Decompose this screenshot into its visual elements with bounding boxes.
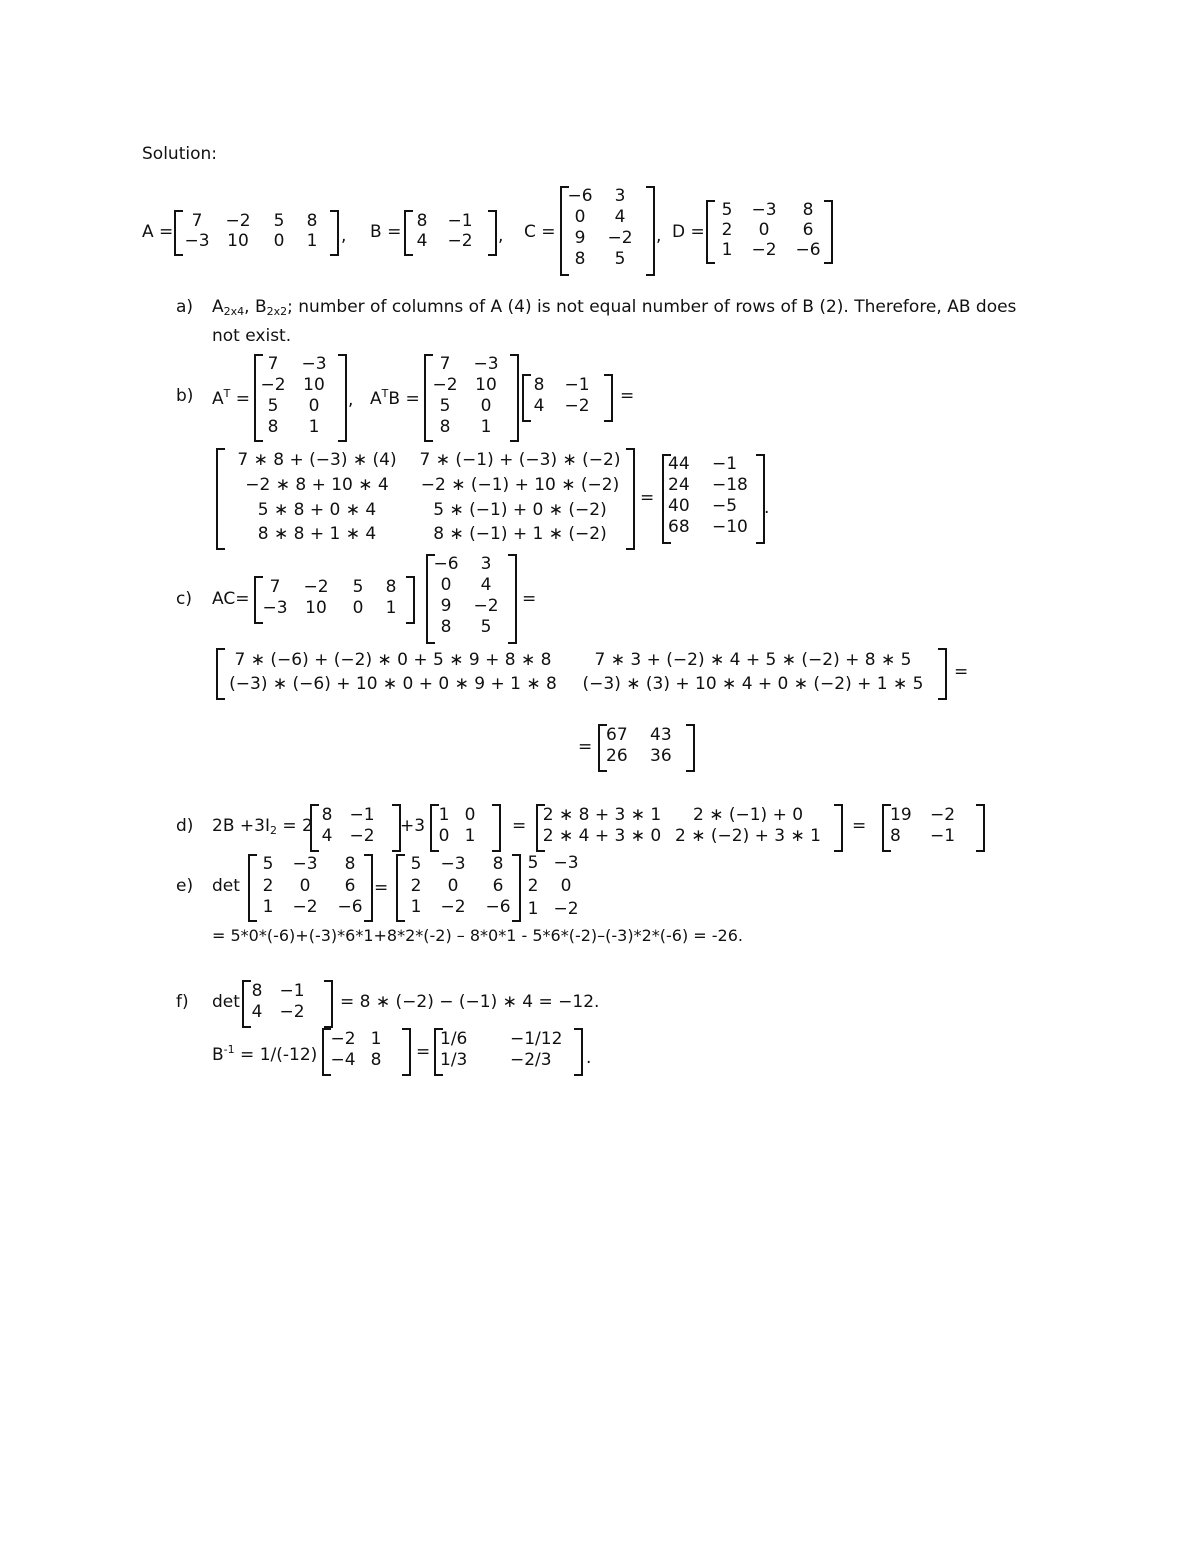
cell: −2	[440, 897, 466, 917]
text: = 2	[276, 816, 313, 836]
cell: −10	[712, 517, 748, 537]
cell: 4	[416, 230, 428, 251]
cell: 0	[352, 598, 364, 618]
cell: 24	[668, 475, 690, 495]
equals: =	[512, 816, 527, 836]
cell: −2	[564, 396, 590, 416]
cell: 19	[890, 805, 912, 825]
cell: 10	[305, 598, 327, 618]
comma: ,	[341, 226, 347, 246]
cell: 0	[299, 875, 311, 896]
cell: 1	[385, 598, 397, 618]
determinant-expansion: = 5*0*(-6)+(-3)*6*1+8*2*(-2) – 8*0*1 - 5*6*(-2)–(-3)*2*(-6) = -26.	[212, 926, 743, 945]
inverse-label	[212, 1044, 317, 1064]
cell: 2 ∗ (−2) + 3 ∗ 1	[675, 826, 821, 846]
bracket-right	[338, 354, 347, 442]
text: A	[370, 389, 382, 409]
atb-label	[370, 388, 420, 408]
cell: 2 ∗ 4 + 3 ∗ 0	[542, 826, 662, 846]
cell: 0	[440, 575, 452, 595]
cell: −1	[930, 826, 956, 846]
cell: 5	[527, 852, 539, 873]
bracket-right	[626, 448, 635, 550]
result-atb	[668, 454, 764, 540]
cell: 9	[440, 596, 452, 616]
cell: 43	[650, 725, 672, 745]
cell: 1	[438, 805, 450, 825]
cell: 0	[464, 805, 476, 825]
expanded-ac	[222, 648, 942, 696]
text: = 1/(-12)	[234, 1045, 318, 1065]
cell: 4	[251, 1002, 263, 1022]
at-label	[212, 388, 250, 408]
part-d-lhs	[212, 818, 313, 836]
text: B =	[388, 389, 420, 409]
part-f-label: f)	[176, 992, 189, 1012]
part-b-label: b)	[176, 386, 194, 406]
cell: 40	[668, 496, 690, 516]
cell: 44	[668, 454, 690, 474]
part-a-text	[212, 299, 1016, 317]
equals: =	[374, 878, 389, 898]
cell: −3	[751, 199, 777, 220]
cell: −1	[447, 210, 473, 231]
cell: 8	[440, 617, 452, 637]
cell: 0	[480, 396, 492, 416]
cell: −2	[330, 1029, 356, 1049]
cell: 4	[533, 396, 545, 416]
cell: 8	[439, 417, 451, 437]
cell: (−3) ∗ (−6) + 10 ∗ 0 + 0 ∗ 9 + 1 ∗ 8	[229, 673, 557, 694]
comma: ,	[348, 390, 354, 410]
text: 2B +3I	[212, 816, 270, 836]
bracket-right	[492, 804, 501, 852]
cell: −1	[349, 805, 375, 825]
period: .	[586, 1048, 592, 1068]
cell: −6	[337, 897, 363, 917]
equals: =	[578, 737, 593, 757]
cell: 7 ∗ 3 + (−2) ∗ 4 + 5 ∗ (−2) + 8 ∗ 5	[594, 649, 912, 670]
part-c-label: c)	[176, 589, 192, 609]
identity-matrix	[436, 805, 488, 847]
superscript: -1	[223, 1043, 235, 1056]
matrix-c-2	[432, 554, 512, 640]
matrix-b	[410, 211, 486, 251]
bracket-right	[508, 554, 517, 644]
matrix-a-2	[260, 577, 408, 619]
bracket-right	[512, 854, 521, 922]
cell: 8 ∗ 8 + 1 ∗ 4	[257, 523, 377, 544]
cell: −4	[330, 1050, 356, 1070]
cell: −2	[349, 826, 375, 846]
bracket-right	[330, 210, 339, 256]
cell: 8	[321, 805, 333, 825]
matrix-a-label: A =	[142, 222, 174, 242]
cell: −2	[553, 898, 579, 919]
det-label: det	[212, 876, 240, 896]
cell: −2	[225, 210, 251, 231]
text: =	[235, 389, 251, 409]
bracket-right	[938, 648, 947, 700]
cell: −3	[553, 852, 579, 873]
cell: 0	[273, 230, 285, 251]
cell: −3	[184, 230, 210, 251]
bracket-right	[364, 854, 373, 922]
cell: 8	[802, 199, 814, 220]
cell: 8	[344, 854, 356, 874]
bracket-right	[976, 804, 985, 852]
cell: 6	[344, 875, 356, 896]
equals: =	[522, 589, 537, 609]
bracket-right	[824, 200, 833, 264]
cell: (−3) ∗ (3) + 10 ∗ 4 + 0 ∗ (−2) + 1 ∗ 5	[582, 673, 924, 694]
cell: 8	[267, 417, 279, 437]
cell: 5 ∗ 8 + 0 ∗ 4	[257, 499, 377, 520]
bracket-right	[402, 1028, 411, 1076]
cell: −2	[303, 577, 329, 597]
cell: 7	[191, 210, 203, 231]
bracket-right	[574, 1028, 583, 1076]
cell: 2	[262, 875, 274, 896]
cell: 0	[758, 219, 770, 240]
cell: 67	[606, 725, 628, 745]
cell: 1	[527, 898, 539, 919]
cell: 1	[480, 417, 492, 437]
matrix-d-label: D =	[672, 222, 705, 242]
matrix-a	[182, 211, 330, 251]
equals: =	[416, 1042, 431, 1062]
cell: −1	[279, 981, 305, 1001]
cell: 4	[614, 207, 626, 227]
sarrus-columns	[522, 852, 588, 920]
cell: 4	[321, 826, 333, 846]
bracket-right	[324, 980, 333, 1028]
comma: ,	[656, 226, 662, 246]
cell: 1	[308, 417, 320, 437]
cell: 7	[267, 354, 279, 374]
cell: −18	[712, 475, 748, 495]
cell: −6	[433, 554, 459, 574]
bracket-right	[488, 210, 497, 256]
matrix-at	[258, 354, 340, 438]
cell: 1	[306, 230, 318, 251]
cell: 8	[251, 981, 263, 1001]
cell: 5	[439, 396, 451, 416]
cell: 26	[606, 746, 628, 766]
cell: 2 ∗ (−1) + 0	[692, 805, 804, 825]
matrix-b-2	[528, 375, 604, 417]
equals: =	[852, 816, 867, 836]
matrix-c-label: C =	[524, 222, 556, 242]
cell: 5	[614, 249, 626, 269]
cell: 5	[267, 396, 279, 416]
part-a-line2: not exist.	[212, 326, 292, 346]
equals: =	[954, 662, 969, 682]
cell: 1/6	[440, 1029, 468, 1049]
cell: 1	[370, 1029, 382, 1049]
cell: −2 ∗ 8 + 10 ∗ 4	[245, 475, 389, 495]
cell: −3	[262, 598, 288, 618]
expanded-atb	[222, 448, 628, 546]
cell: 68	[668, 517, 690, 537]
cell: 5	[352, 577, 364, 597]
text: A	[212, 389, 224, 409]
part-a-label: a)	[176, 297, 194, 317]
period: .	[764, 498, 770, 518]
subscript: 2x2	[266, 305, 288, 318]
cell: 7	[269, 577, 281, 597]
cell: 0	[447, 875, 459, 896]
subscript: 2	[269, 824, 277, 837]
cell: −1/12	[510, 1029, 563, 1049]
cell: −2	[473, 596, 499, 616]
cell: 10	[227, 230, 249, 251]
matrix-b-3	[316, 805, 386, 847]
bracket-right	[686, 724, 695, 772]
matrix-c	[566, 186, 646, 272]
cell: 8	[574, 249, 586, 269]
cell: −5	[712, 496, 738, 516]
cell: 36	[650, 746, 672, 766]
cell: 0	[438, 826, 450, 846]
ac-label: AC=	[212, 589, 250, 609]
cell: 5	[262, 854, 274, 874]
superscript: T	[223, 387, 231, 400]
cell: −2	[751, 239, 777, 260]
cell: −3	[292, 854, 318, 874]
bracket-right	[406, 576, 415, 624]
cell: 2 ∗ 8 + 3 ∗ 1	[542, 805, 662, 825]
expanded-d	[540, 805, 832, 847]
cell: −2	[292, 897, 318, 917]
cell: 0	[560, 875, 572, 896]
cell: 1	[464, 826, 476, 846]
bracket-right	[604, 374, 613, 422]
matrix-d	[712, 200, 830, 260]
text: A	[212, 297, 224, 317]
cell: 2	[721, 219, 733, 240]
cell: 4	[480, 575, 492, 595]
cell: 5	[721, 199, 733, 220]
cell: −2	[930, 805, 956, 825]
det-label: det	[212, 992, 240, 1012]
matrix-at-2	[430, 354, 512, 438]
cell: 3	[480, 554, 492, 574]
cell: 7 ∗ 8 + (−3) ∗ (4)	[237, 450, 397, 470]
cell: 5	[480, 617, 492, 637]
cell: 0	[574, 207, 586, 227]
cell: 6	[492, 875, 504, 896]
cell: 7 ∗ (−6) + (−2) ∗ 0 + 5 ∗ 9 + 8 ∗ 8	[234, 649, 552, 670]
result-d	[890, 805, 974, 847]
superscript: T	[381, 387, 389, 400]
cell: 8	[416, 210, 428, 231]
inverse-result	[440, 1029, 572, 1071]
subscript: 2x4	[223, 305, 245, 318]
cell: −2	[607, 228, 633, 248]
cell: 8 ∗ (−1) + 1 ∗ (−2)	[433, 523, 607, 544]
cell: 9	[574, 228, 586, 248]
cell: −2	[279, 1002, 305, 1022]
part-e-label: e)	[176, 876, 194, 896]
matrix-b-4	[248, 981, 318, 1023]
cell: −6	[485, 897, 511, 917]
equals: =	[640, 488, 655, 508]
cell: 7 ∗ (−1) + (−3) ∗ (−2)	[419, 450, 621, 470]
cell: 1	[410, 897, 422, 917]
cell: −3	[473, 354, 499, 374]
cell: 8	[890, 826, 901, 846]
cell: 8	[306, 210, 318, 231]
matrix-d-2	[254, 854, 372, 918]
result-ac	[606, 725, 686, 767]
cell: 5	[410, 854, 422, 874]
bracket-right	[510, 354, 519, 442]
matrix-d-3	[402, 854, 520, 918]
cell: 8	[533, 375, 545, 395]
cell: 6	[802, 219, 814, 240]
cell: 5 ∗ (−1) + 0 ∗ (−2)	[433, 499, 607, 520]
cell: 5	[273, 210, 285, 231]
comma: ,	[498, 226, 504, 246]
cell: −1	[564, 375, 590, 395]
cell: −2	[447, 230, 473, 251]
adjugate-matrix	[328, 1029, 394, 1071]
bracket-right	[646, 186, 655, 276]
cell: −3	[301, 354, 327, 374]
cell: 2	[527, 875, 539, 896]
cell: 3	[614, 186, 626, 206]
part-d-label: d)	[176, 816, 194, 836]
bracket-right	[834, 804, 843, 852]
matrix-b-label: B =	[370, 222, 402, 242]
solution-heading: Solution:	[142, 144, 217, 164]
cell: 1/3	[440, 1050, 468, 1070]
cell: 2	[410, 875, 422, 896]
cell: −6	[795, 239, 821, 260]
cell: 1	[721, 239, 733, 260]
text: , B	[244, 297, 267, 317]
cell: −2	[260, 375, 286, 395]
cell: 1	[262, 897, 274, 917]
cell: −2	[432, 375, 458, 395]
det-result: = 8 ∗ (−2) − (−1) ∗ 4 = −12.	[340, 992, 600, 1012]
text: ; number of columns of A (4) is not equal number of rows of B (2). Therefore, AB does	[287, 297, 1017, 317]
cell: 8	[385, 577, 397, 597]
plus-three: +3	[400, 816, 426, 836]
cell: −3	[440, 854, 466, 874]
cell: 8	[492, 854, 504, 874]
cell: 10	[475, 375, 497, 395]
cell: −2 ∗ (−1) + 10 ∗ (−2)	[420, 475, 620, 495]
text: B	[212, 1045, 224, 1065]
cell: 7	[439, 354, 451, 374]
equals: =	[620, 386, 635, 406]
cell: 8	[370, 1050, 382, 1070]
cell: −1	[712, 454, 738, 474]
cell: −2/3	[510, 1050, 552, 1070]
cell: 10	[303, 375, 325, 395]
cell: 0	[308, 396, 320, 416]
cell: −6	[567, 186, 593, 206]
